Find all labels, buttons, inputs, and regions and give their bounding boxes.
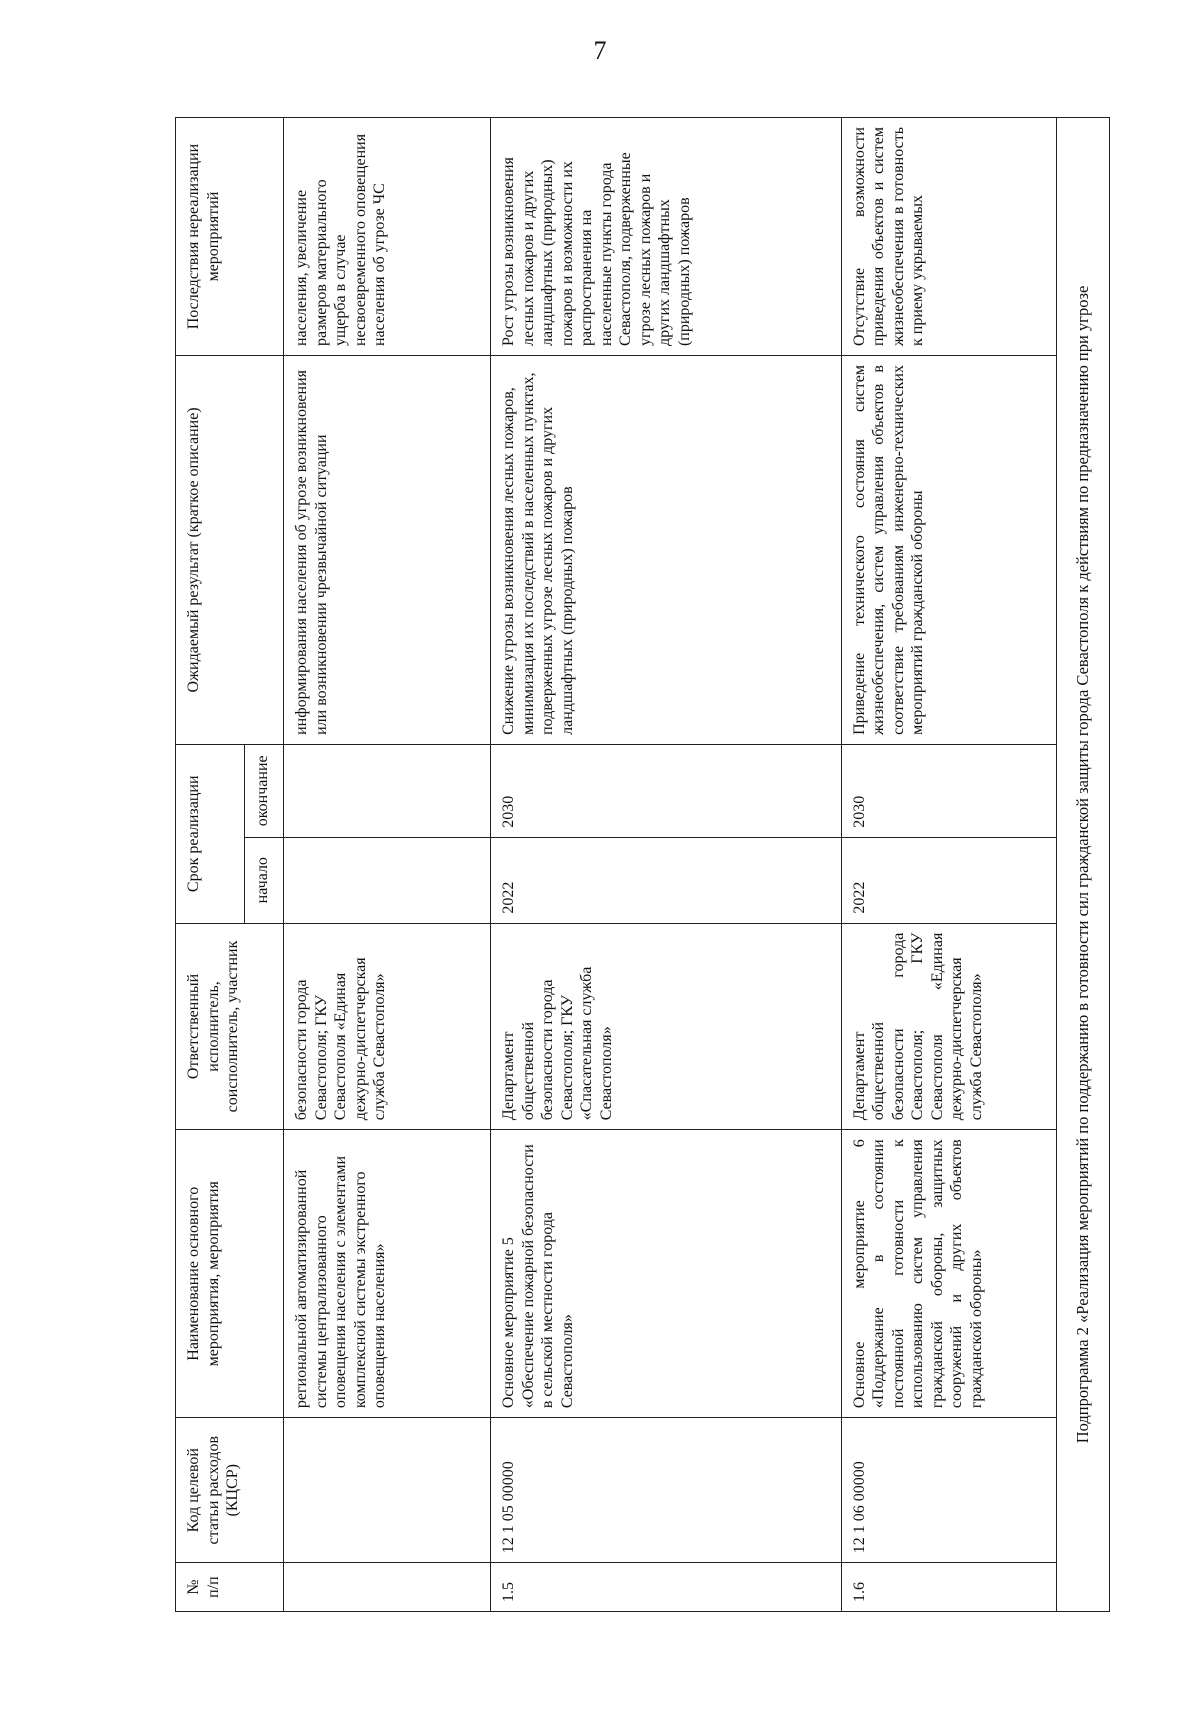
cell-responsible: Департамент общественной безопасности города Севастополя; ГКУ Севастополя «Единая дежурно-диспетчерская служба Севастополя» (841, 923, 1056, 1130)
cell-name: региональной автоматизированной системы централизованного оповещения населения с элементами комплексной системы экстренного оповещения населения» (284, 1130, 491, 1418)
cell-consequences: Рост угрозы возникновения лесных пожаров и других ландшафтных (природных) пожаров и возможности их распространения на населенные пункты города Севастополя, подверженные угрозе лесных пожаров и других ландшафтных (природных) пожаров (491, 118, 841, 356)
header-kcsr: Код целевой статьи расходов (КЦСР) (176, 1418, 284, 1563)
cell-name: Основное мероприятие 5 «Обеспечение пожарной безопасности в сельской местности города Севастополя» (491, 1130, 841, 1418)
cell-consequences: населения, увеличение размеров материального ущерба в случае несвоевременного оповещения населения об угрозе ЧС (284, 118, 491, 356)
cell-kcsr: 12 1 05 00000 (491, 1418, 841, 1563)
cell-start: 2022 (491, 837, 841, 923)
measures-table (175, 117, 1110, 1612)
cell-end: 2030 (491, 744, 841, 837)
cell-expected: информирования населения об угрозе возникновения или возникновении чрезвычайной ситуации (284, 356, 491, 745)
header-start: начало (245, 837, 284, 923)
cell-end: 2030 (841, 744, 1056, 837)
cell-kcsr (284, 1418, 491, 1563)
header-period: Срок реализации (176, 744, 245, 923)
header-responsible: Ответственный исполнитель, соисполнитель, участник (176, 923, 284, 1130)
rotated-table-sheet (175, 117, 1110, 1612)
header-expected: Ожидаемый результат (краткое описание) (176, 356, 284, 745)
header-name: Наименование основного мероприятия, мероприятия (176, 1130, 284, 1418)
cell-num: 1.5 (491, 1563, 841, 1612)
cell-num (284, 1563, 491, 1612)
table-row (841, 118, 1056, 1612)
cell-expected: Снижение угрозы возникновения лесных пожаров, минимизация их последствий в населенных пунктах, подверженных угрозе лесных пожаров и других ландшафтных (природных) пожаров (491, 356, 841, 745)
subprogram-title: Подпрограмма 2 «Реализация мероприятий по поддержанию в готовности сил гражданской защиты города Севастополя к действиям по предназначению при угрозе (1056, 118, 1109, 1612)
header-end: окончание (245, 744, 284, 837)
cell-num: 1.6 (841, 1563, 1056, 1612)
cell-start (284, 837, 491, 923)
table-row (491, 118, 841, 1612)
table-row (284, 118, 491, 1612)
cell-name: Основное мероприятие 6 «Поддержание в состоянии постоянной готовности к использованию систем управления гражданской обороны, защитных сооружений и других объектов гражданской обороны» (841, 1130, 1056, 1418)
cell-end (284, 744, 491, 837)
page-number: 7 (593, 36, 607, 65)
cell-consequences: Отсутствие возможности приведения объектов и систем жизнеобеспечения в готовность к приему укрываемых (841, 118, 1056, 356)
cell-responsible: Департамент общественной безопасности города Севастополя; ГКУ «Спасательная служба Севастополя» (491, 923, 841, 1130)
cell-expected: Приведение технического состояния систем жизнеобеспечения, систем управления объектов в соответствие требованиям инженерно-технических мероприятий гражданской обороны (841, 356, 1056, 745)
cell-responsible: безопасности города Севастополя; ГКУ Севастополя «Единая дежурно-диспетчерская служба Севастополя» (284, 923, 491, 1130)
subprogram-row (1056, 118, 1109, 1612)
header-consequences: Последствия нереализации мероприятий (176, 118, 284, 356)
header-num: № п/п (176, 1563, 284, 1612)
cell-start: 2022 (841, 837, 1056, 923)
cell-kcsr: 12 1 06 00000 (841, 1418, 1056, 1563)
